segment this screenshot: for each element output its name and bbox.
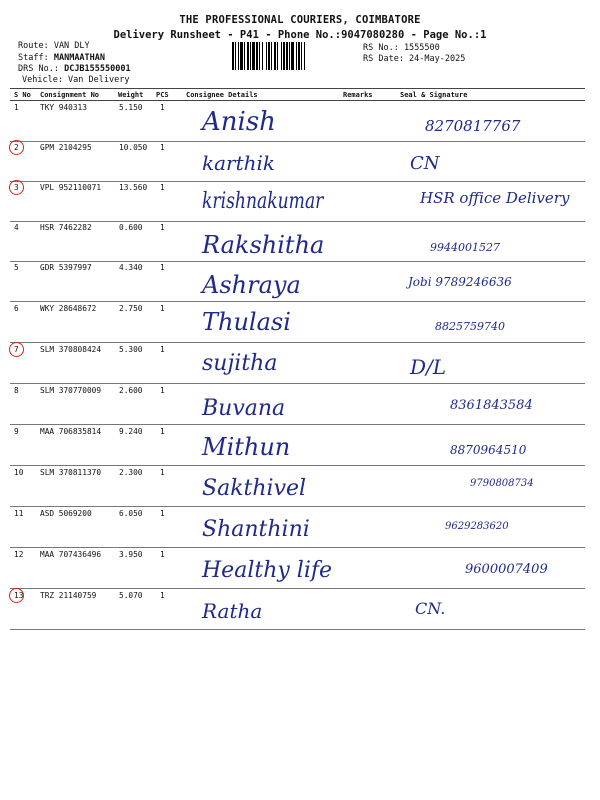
row-sno: 1 bbox=[14, 103, 19, 112]
col-seal: Seal & Signature bbox=[400, 91, 468, 99]
row-weight: 3.950 bbox=[119, 550, 143, 559]
row-pcs: 1 bbox=[160, 103, 165, 112]
row-consignee-handwritten: krishnakumar bbox=[202, 189, 324, 214]
row-weight: 5.070 bbox=[119, 591, 143, 600]
runsheet-barcode bbox=[232, 42, 357, 70]
row-seal-signature: D/L bbox=[410, 355, 447, 379]
row-weight: 6.050 bbox=[119, 509, 143, 518]
red-circle-mark bbox=[9, 140, 24, 155]
row-pcs: 1 bbox=[160, 550, 165, 559]
row-seal-signature: 9790808734 bbox=[470, 478, 534, 489]
row-weight: 4.340 bbox=[119, 263, 143, 272]
company-title: THE PROFESSIONAL COURIERS, COIMBATORE bbox=[179, 14, 421, 26]
red-circle-mark bbox=[9, 588, 24, 603]
row-sno: 13 bbox=[14, 591, 24, 600]
table-header-border bbox=[10, 100, 585, 101]
row-weight: 5.300 bbox=[119, 345, 143, 354]
col-sno: S No bbox=[14, 91, 31, 99]
row-pcs: 1 bbox=[160, 183, 165, 192]
row-consignment: SLM 370808424 bbox=[40, 345, 102, 354]
row-consignment: HSR 7462282 bbox=[40, 223, 92, 232]
row-consignee-handwritten: karthik bbox=[202, 151, 276, 175]
row-pcs: 1 bbox=[160, 509, 165, 518]
row-sno: 10 bbox=[14, 468, 24, 477]
table-top-border bbox=[10, 88, 585, 89]
drs-line bbox=[18, 64, 131, 74]
row-consignee-handwritten: Anish bbox=[202, 107, 276, 137]
row-consignment: VPL 952110071 bbox=[40, 183, 102, 192]
row-sno: 9 bbox=[14, 427, 19, 436]
row-divider bbox=[10, 465, 585, 466]
row-consignment: TKY 940313 bbox=[40, 103, 87, 112]
row-consignment: ASD 5069200 bbox=[40, 509, 92, 518]
row-weight: 2.750 bbox=[119, 304, 143, 313]
row-seal-signature: 8870964510 bbox=[450, 443, 527, 457]
row-consignee-handwritten: sujitha bbox=[202, 351, 278, 376]
rs-date: RS Date: 24-May-2025 bbox=[363, 54, 466, 64]
row-consignment: WKY 28648672 bbox=[40, 304, 97, 313]
col-consignee: Consignee Details bbox=[186, 91, 258, 99]
rs-number: RS No.: 1555500 bbox=[363, 43, 440, 53]
row-consignee-handwritten: Thulasi bbox=[202, 308, 291, 336]
row-weight: 0.600 bbox=[119, 223, 143, 232]
row-seal-signature: 9944001527 bbox=[430, 241, 500, 254]
row-divider bbox=[10, 547, 585, 548]
row-divider bbox=[10, 342, 585, 343]
row-pcs: 1 bbox=[160, 468, 165, 477]
barcode-bar bbox=[305, 42, 308, 70]
row-weight: 2.300 bbox=[119, 468, 143, 477]
red-circle-mark bbox=[9, 180, 24, 195]
row-consignee-handwritten: Shanthini bbox=[202, 517, 310, 542]
row-sno: 2 bbox=[14, 143, 19, 152]
row-seal-signature: 8270817767 bbox=[425, 117, 521, 135]
row-pcs: 1 bbox=[160, 386, 165, 395]
row-seal-signature: CN. bbox=[415, 599, 446, 618]
row-consignment: SLM 370811370 bbox=[40, 468, 102, 477]
row-seal-signature: 8361843584 bbox=[450, 398, 533, 413]
row-seal-signature: HSR office Delivery bbox=[420, 189, 570, 207]
row-consignment: MAA 706835814 bbox=[40, 427, 102, 436]
red-circle-mark bbox=[9, 342, 24, 357]
staff-line bbox=[18, 53, 105, 63]
runsheet-subtitle: Delivery Runsheet - P41 - Phone No.:9047080280 - Page No.:1 bbox=[113, 29, 487, 41]
row-consignee-handwritten: Rakshitha bbox=[202, 231, 325, 259]
row-divider bbox=[10, 221, 585, 222]
drs-number: DCJB155550001 bbox=[64, 64, 131, 74]
row-seal-signature: 8825759740 bbox=[435, 320, 505, 333]
row-consignee-handwritten: Ashraya bbox=[202, 271, 301, 299]
row-divider bbox=[10, 506, 585, 507]
row-consignment: TRZ 21140759 bbox=[40, 591, 97, 600]
row-pcs: 1 bbox=[160, 143, 165, 152]
row-seal-signature: 9600007409 bbox=[465, 562, 548, 577]
row-sno: 11 bbox=[14, 509, 24, 518]
row-weight: 5.150 bbox=[119, 103, 143, 112]
row-divider bbox=[10, 141, 585, 142]
row-seal-signature: 9629283620 bbox=[445, 521, 509, 532]
row-sno: 3 bbox=[14, 183, 19, 192]
row-consignment: GPM 2104295 bbox=[40, 143, 92, 152]
row-consignment: GDR 5397997 bbox=[40, 263, 92, 272]
staff-label: Staff: bbox=[18, 53, 49, 63]
row-consignee-handwritten: Sakthivel bbox=[202, 476, 307, 501]
row-weight: 2.600 bbox=[119, 386, 143, 395]
row-divider bbox=[10, 588, 585, 589]
row-divider bbox=[10, 383, 585, 384]
col-pcs: PCS bbox=[156, 91, 169, 99]
row-consignee-handwritten: Healthy life bbox=[202, 558, 333, 583]
row-consignee-handwritten: Ratha bbox=[202, 599, 263, 623]
row-divider bbox=[10, 301, 585, 302]
row-sno: 8 bbox=[14, 386, 19, 395]
row-weight: 13.560 bbox=[119, 183, 148, 192]
row-consignment: MAA 707436496 bbox=[40, 550, 102, 559]
row-pcs: 1 bbox=[160, 223, 165, 232]
row-consignment: SLM 370770009 bbox=[40, 386, 102, 395]
col-consignment: Consignment No bbox=[40, 91, 100, 99]
row-divider bbox=[10, 629, 585, 630]
row-seal-signature: Jobi 9789246636 bbox=[408, 275, 512, 289]
route-label: Route: VAN DLY bbox=[18, 41, 90, 51]
row-sno: 7 bbox=[14, 345, 19, 354]
row-weight: 9.240 bbox=[119, 427, 143, 436]
row-divider bbox=[10, 261, 585, 262]
vehicle-label: Vehicle: Van Delivery bbox=[22, 75, 130, 85]
staff-name: MANMAATHAN bbox=[53, 53, 106, 63]
row-pcs: 1 bbox=[160, 591, 165, 600]
col-weight: Weight bbox=[118, 91, 144, 99]
row-sno: 4 bbox=[14, 223, 19, 232]
row-consignee-handwritten: Buvana bbox=[202, 396, 286, 421]
row-divider bbox=[10, 181, 585, 182]
row-consignee-handwritten: Mithun bbox=[202, 433, 291, 461]
col-remarks: Remarks bbox=[343, 91, 373, 99]
row-seal-signature: CN bbox=[410, 153, 440, 174]
drs-label: DRS No.: bbox=[18, 64, 59, 74]
row-weight: 10.050 bbox=[119, 143, 148, 152]
row-sno: 12 bbox=[14, 550, 24, 559]
row-pcs: 1 bbox=[160, 263, 165, 272]
row-pcs: 1 bbox=[160, 304, 165, 313]
row-sno: 6 bbox=[14, 304, 19, 313]
row-pcs: 1 bbox=[160, 345, 165, 354]
row-divider bbox=[10, 424, 585, 425]
row-pcs: 1 bbox=[160, 427, 165, 436]
row-sno: 5 bbox=[14, 263, 19, 272]
